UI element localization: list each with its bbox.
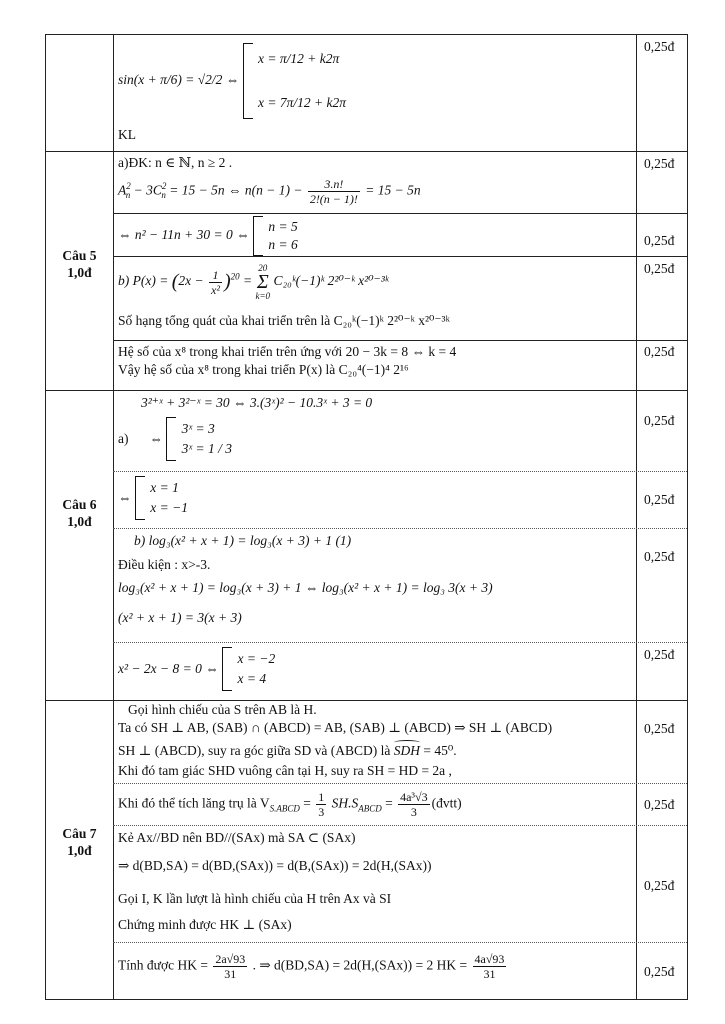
solution-2: 3ˣ = 1 / 3 xyxy=(181,441,233,456)
score: 0,25đ xyxy=(644,964,675,979)
solution-1: x = −2 xyxy=(237,651,276,666)
column-divider xyxy=(636,35,637,999)
volume-line xyxy=(118,790,462,819)
eq-part: = xyxy=(303,795,311,811)
summation: 20 Σ k=0 xyxy=(255,263,271,301)
eq-part: − 3C xyxy=(133,182,162,198)
eq-part: SH.S xyxy=(331,795,359,811)
polynomial-equation: (x² + x + 1) = 3(x + 3) xyxy=(118,610,242,625)
question-label xyxy=(46,825,113,859)
sin-equation xyxy=(118,43,346,119)
sum-lower: k=0 xyxy=(255,291,271,301)
eq-part: = 15 − 5n ⇔ n(n − 1) − xyxy=(169,182,303,198)
eq-part: = xyxy=(242,273,253,289)
row-divider xyxy=(113,642,687,643)
row-divider xyxy=(113,942,687,943)
eq-part: = xyxy=(385,795,393,811)
score: 0,25đ xyxy=(644,647,675,662)
score: 0,25đ xyxy=(644,344,675,359)
score: 0,25đ xyxy=(644,549,675,564)
equivalence: ⇔ xyxy=(118,490,132,505)
eq-part: Tính được HK = xyxy=(118,957,208,973)
fraction xyxy=(473,952,507,981)
question-points: 1,0đ xyxy=(67,265,92,280)
angle-line xyxy=(118,743,457,759)
part-label: a) xyxy=(118,431,129,446)
solution-1: x = 1 xyxy=(150,480,179,495)
coefficient-line: Hệ số của x⁸ trong khai triển trên ứng với 20 − 3k = 8 ⇔ k = 4 xyxy=(118,344,457,359)
quadratic-line xyxy=(118,647,275,691)
answer-table xyxy=(45,34,688,1000)
solution-2: x = 4 xyxy=(237,671,267,686)
subscript: ABCD xyxy=(358,803,382,814)
eq-part: Khi đó thể tích lăng trụ là V xyxy=(118,795,270,811)
row-divider xyxy=(113,783,687,784)
solution-set xyxy=(268,218,297,254)
eq-part: A xyxy=(118,182,127,198)
score: 0,25đ xyxy=(644,261,675,276)
perpendicular-line: Ta có SH ⊥ AB, (SAB) ∩ (ABCD) = AB, (SAB) ⊥ (ABCD) ⇒ SH ⊥ (ABCD) xyxy=(118,720,553,735)
solution-1: n = 5 xyxy=(268,219,298,234)
section-divider xyxy=(46,390,687,391)
eq-part: ⇔ n² − 11n + 30 = 0 ⇔ xyxy=(118,227,250,243)
fraction xyxy=(398,790,430,819)
solution-set xyxy=(150,478,188,518)
projection-points-line: Gọi I, K lần lượt là hình chiếu của H trên Ax và SI xyxy=(118,891,392,906)
solution-set xyxy=(258,48,346,114)
fraction-numerator: 1 xyxy=(318,790,325,804)
log-transform: log₃(x² + x + 1) = log₃(x + 3) + 1 ⇔ log₃(x² + x + 1) = log₃ 3(x + 3) xyxy=(118,580,493,595)
eq-part: = 45⁰. xyxy=(420,743,457,758)
question-label xyxy=(46,496,113,530)
quadratic-line xyxy=(118,216,298,256)
coefficient-result: Vậy hệ số của x⁸ trong khai triển P(x) là C₂₀⁴(−1)⁴ 2¹⁶ xyxy=(118,362,409,377)
equivalence: ⇔ xyxy=(149,431,163,446)
fraction-numerator: 4a³√3 xyxy=(400,790,428,804)
bracket xyxy=(135,476,145,520)
question-points: 1,0đ xyxy=(67,843,92,858)
exponential-equation: 3²⁺ˣ + 3²⁻ˣ = 30 ⇔ 3.(3ˣ)² − 10.3ˣ + 3 = 0 xyxy=(141,395,373,410)
general-term-line: Số hạng tổng quát của khai triển trên là C₂₀ᵏ(−1)ᵏ 2²⁰⁻ᵏ x²⁰⁻³ᵏ xyxy=(118,313,450,328)
fraction-denominator: 3 xyxy=(410,805,417,819)
fraction-numerator: 1 xyxy=(209,268,222,283)
eq-part: C₂₀ᵏ(−1)ᵏ 2²⁰⁻ᵏ x²⁰⁻³ᵏ xyxy=(273,273,389,289)
solution-set xyxy=(182,419,232,459)
score: 0,25đ xyxy=(644,721,675,736)
exponent: 20 xyxy=(230,271,240,282)
row-divider xyxy=(113,340,687,341)
condition-line: Điều kiện : x>-3. xyxy=(118,557,211,572)
solution-set xyxy=(238,649,276,689)
angle: SDH xyxy=(393,743,420,758)
eq-part: 2x − xyxy=(178,273,204,289)
fraction-denominator: x² xyxy=(211,282,220,297)
sum-upper: 20 xyxy=(258,263,268,273)
binomial-expansion: b) P(x) = (2x − $\frac{1}{\text{x²}}$ )$^{20}$ = 20 Σ k=0 C₂₀ᵏ(−1)ᵏ 2²⁰⁻ᵏ x²⁰⁻³ᵏ xyxy=(118,263,389,301)
subscript: S.ABCD xyxy=(269,803,300,814)
score: 0,25đ xyxy=(644,878,675,893)
proof-line: Chứng minh được HK ⊥ (SAx) xyxy=(118,917,292,932)
row-divider xyxy=(113,825,687,826)
question-number: Câu 5 xyxy=(62,248,97,263)
eq-part: x² − 2x − 8 = 0 ⇔ xyxy=(118,661,219,676)
score: 0,25đ xyxy=(644,233,675,248)
bracket xyxy=(222,647,232,691)
score: 0,25đ xyxy=(644,39,675,54)
fraction xyxy=(316,790,326,819)
fraction-denominator: 3 xyxy=(318,805,325,819)
triangle-line: Khi đó tam giác SHD vuông cân tại H, suy ra SH = HD = 2a , xyxy=(118,763,452,778)
solution-1: 3ˣ = 3 xyxy=(181,421,215,436)
exponential-solutions xyxy=(118,417,232,461)
bracket xyxy=(253,216,263,256)
eq-part: b) P(x) = xyxy=(118,273,169,289)
log-equation: b) log₃(x² + x + 1) = log₃(x + 3) + 1 (1) xyxy=(134,533,352,548)
fraction-numerator: 4a√93 xyxy=(474,952,505,966)
arrangement-equation: $A^2_n - 3C^2_n = 15 - 5n$ ⇔ n(n − 1) − $\frac{3.n!}{2!(n - 1)!}$ = 15 − 5n xyxy=(118,177,421,206)
column-divider xyxy=(113,35,114,999)
score: 0,25đ xyxy=(644,413,675,428)
score: 0,25đ xyxy=(644,797,675,812)
fraction-numerator: 2a√93 xyxy=(215,952,246,966)
result-line xyxy=(118,952,508,981)
fraction xyxy=(213,952,247,981)
bracket xyxy=(243,43,253,119)
solution-1: x = π/12 + k2π xyxy=(258,51,340,66)
solution-2: n = 6 xyxy=(268,237,298,252)
eq-part: SH ⊥ (ABCD), suy ra góc giữa SD và (ABCD) là xyxy=(118,743,394,758)
eq-part: = 15 − 5n xyxy=(365,182,421,198)
question-label xyxy=(46,247,113,281)
solution-2: x = 7π/12 + k2π xyxy=(258,95,346,110)
score: 0,25đ xyxy=(644,492,675,507)
fraction-denominator: 2!(n − 1)! xyxy=(309,192,358,206)
fraction-denominator: 31 xyxy=(483,967,496,981)
equation-lhs: sin(x + π/6) = √2/2 ⇔ xyxy=(118,72,240,88)
fraction-denominator: 31 xyxy=(224,967,237,981)
row-divider xyxy=(113,528,687,529)
fraction xyxy=(308,177,360,206)
distance-line: ⇒ d(BD,SA) = d(BD,(SAx)) = d(B,(SAx)) = 2d(H,(SAx)) xyxy=(118,858,432,873)
question-number: Câu 7 xyxy=(62,826,97,841)
parallel-line: Kẻ Ax//BD nên BD//(SAx) mà SA ⊂ (SAx) xyxy=(118,830,356,845)
fraction-numerator: 3.n! xyxy=(308,177,360,192)
section-divider xyxy=(46,151,687,152)
section-divider xyxy=(46,700,687,701)
projection-line: Gọi hình chiếu của S trên AB là H. xyxy=(128,702,317,717)
score: 0,25đ xyxy=(644,156,675,171)
fraction xyxy=(209,268,222,297)
condition-line: a)ĐK: n ∈ ℕ, n ≥ 2 . xyxy=(118,155,233,170)
unit: (đvtt) xyxy=(431,795,462,811)
row-divider xyxy=(113,256,687,257)
question-number: Câu 6 xyxy=(62,497,97,512)
conclusion: KL xyxy=(118,127,136,142)
row-divider xyxy=(113,471,687,472)
eq-part: . ⇒ d(BD,SA) = 2d(H,(SAx)) = 2 HK = xyxy=(252,957,468,973)
bracket xyxy=(166,417,176,461)
row-divider xyxy=(113,213,687,214)
solution-2: x = −1 xyxy=(150,500,188,515)
question-points: 1,0đ xyxy=(67,514,92,529)
x-solutions xyxy=(118,476,188,520)
